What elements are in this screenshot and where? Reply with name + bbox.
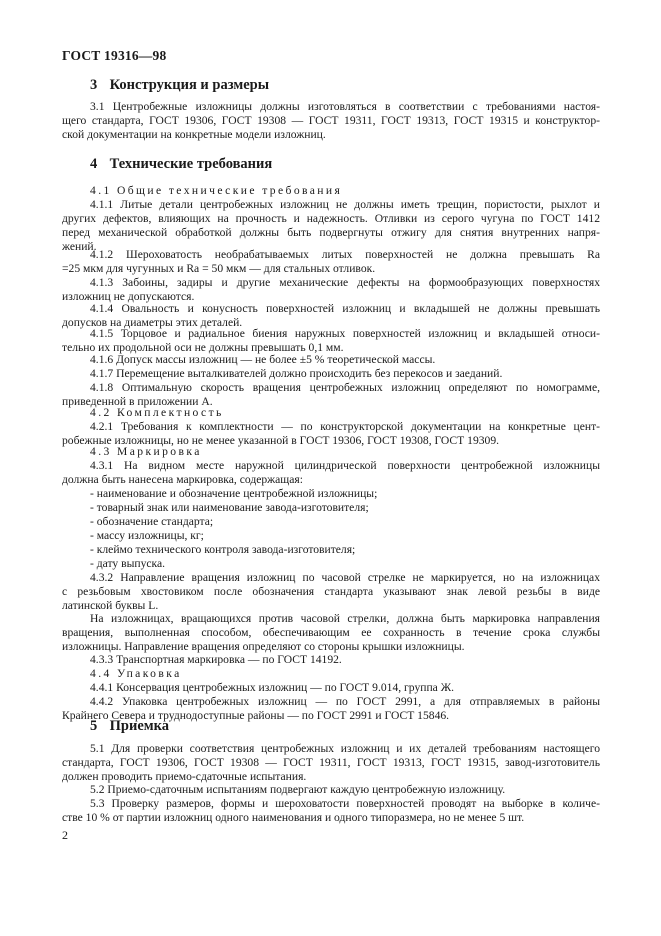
text-line: с резьбовым хвостовиком после обозначения стандарта указывают знак левой резьбы в виде [62,585,600,599]
text-line: 4.3.2 Направление вращения изложниц по часовой стрелке не маркируется, но на изложницах [90,571,600,584]
text-line: 4.1.1 Литые детали центробежных изложниц не должны иметь трещин, пористости, рыхлот и [90,198,600,211]
text-line: 4.2.1 Требования к комплектности — по конструкторской документации на конкретные цент- [90,420,600,433]
paragraph-4-3-1 [62,459,600,487]
text-line: стандарта, ГОСТ 19306, ГОСТ 19308 — ГОСТ 19311, ГОСТ 19313, ГОСТ 19315, завод-изготовитель [62,756,600,770]
text-line: приведенной в приложении А. [62,395,213,409]
marking-list-item: - клеймо технического контроля завода-изготовителя; [90,543,356,556]
text-line: должен проводить приемо-сдаточные испытания. [62,770,307,784]
section-4-heading [90,156,272,173]
paragraph-4-2-1 [62,420,600,448]
marking-list-item: - наименование и обозначение центробежной изложницы; [90,487,378,500]
document-header: ГОСТ 19316—98 [62,48,167,63]
text-line: 4.1.4 Овальность и конусность поверхностей изложниц и вкладышей не должны превышать [90,302,600,315]
paragraph-4-1-4 [62,302,600,330]
subsection-4-1-title: 4.1 Общие технические требования [90,184,343,197]
paragraph-5-1 [62,742,600,784]
subsection-4-2-title: 4.2 Комплектность [90,406,224,419]
paragraph-4-1-7: 4.1.7 Перемещение выталкивателей должно происходить без перекосов и заеданий. [90,367,503,380]
text-line: 4.1.8 Оптимальную скорость вращения центробежных изложниц определяют по номограмме, [90,381,600,394]
text-line: допусков на диаметры этих деталей. [62,316,243,330]
paragraph-4-3-3: 4.3.3 Транспортная маркировка — по ГОСТ 14192. [90,653,342,666]
text-line: вращения, выполненная способом, обеспечивающим ее сохранность в течение срока службы [62,626,600,640]
section-title: Конструкция и размеры [109,77,270,93]
text-line: 4.4.2 Упаковка центробежных изложниц — по ГОСТ 2991, а для отправляемых в районы [90,695,600,708]
subsection-4-4-title: 4.4 Упаковка [90,667,182,680]
paragraph-4-1-3 [62,276,600,304]
text-line: щего стандарта, ГОСТ 19306, ГОСТ 19308 — ГОСТ 19311, ГОСТ 19313, ГОСТ 19315 и конструктор- [62,114,600,128]
paragraph-4-1-8 [62,381,600,409]
text-line: ской документации на конкретные модели изложниц. [62,128,326,142]
section-title: Приемка [109,718,170,734]
paragraph-4-3-2 [62,571,600,613]
text-line: 4.3.1 На видном месте наружной цилиндрической поверхности центробежной изложницы [90,459,600,472]
page-number: 2 [62,828,68,842]
text-line: 4.1.2 Шероховатость необрабатываемых литых поверхностей не должна превышать Ra [90,248,600,261]
paragraph-3-1 [62,100,600,142]
text-line: изложницы. Направление вращения определяют со стороны крышки изложницы. [62,640,465,654]
text-line: латинской буквы L. [62,599,159,613]
text-line: 3.1 Центробежные изложницы должны изготовляться в соответствии с требованиями настоя- [90,100,600,113]
paragraph-4-1-2 [62,248,600,276]
marking-list-item: - массу изложницы, кг; [90,529,204,542]
paragraph-5-2: 5.2 Приемо-сдаточным испытаниям подвергают каждую центробежную изложницу. [90,783,506,796]
text-line: перед механической обработкой должны быть подвергнуты отжигу для снятия внутренних напря- [62,226,600,240]
paragraph-4-1-5 [62,327,600,355]
paragraph-4-3-2-continued [62,612,600,654]
section-3-heading [90,77,269,94]
text-line: робежные изложницы, но не менее указанной в ГОСТ 19306, ГОСТ 19308, ГОСТ 19309. [62,434,500,448]
text-line: изложниц не допускаются. [62,290,195,304]
text-line: тельно их продольной оси не должны превышать 0,1 мм. [62,341,344,355]
paragraph-5-3 [62,797,600,825]
section-5-heading [90,718,169,735]
marking-list-item: - обозначение стандарта; [90,515,214,528]
text-line: 5.3 Проверку размеров, формы и шероховатости поверхностей проводят на выборке в количе- [90,797,600,810]
section-title: Технические требования [109,156,273,172]
section-number: 3 [90,77,98,93]
text-line: 4.1.5 Торцовое и радиальное биения наружных поверхностей изложниц и вкладышей относи- [90,327,600,340]
text-line: жений. [62,240,97,254]
paragraph-4-4-1: 4.4.1 Консервация центробежных изложниц — по ГОСТ 9.014, группа Ж. [90,681,454,694]
marking-list-item: - товарный знак или наименование завода-изготовителя; [90,501,369,514]
text-line: других дефектов, влияющих на прочность и надежность. Отливки из серого чугуна по ГОСТ 1412 [62,212,600,226]
subsection-4-3-title: 4.3 Маркировка [90,445,202,458]
paragraph-4-1-1 [62,198,600,254]
text-line: На изложницах, вращающихся против часовой стрелки, должна быть маркировка направления [90,612,600,625]
paragraph-4-1-6: 4.1.6 Допуск массы изложниц — не более ±5 % теоретической массы. [90,353,436,366]
text-line: Крайнего Севера и труднодоступные районы — по ГОСТ 2991 и ГОСТ 15846. [62,709,450,723]
text-line: 5.1 Для проверки соответствия центробежных изложниц и их деталей требованиям настоящего [90,742,600,755]
text-line: стве 10 % от партии изложниц одного наименования и одного типоразмера, но не менее 5 шт. [62,811,525,825]
text-line: =25 мкм для чугунных и Ra = 50 мкм — для стальных отливок. [62,262,376,276]
section-number: 4 [90,156,98,172]
text-line: 4.1.3 Забоины, задиры и другие механические дефекты на формообразующих поверхностях [90,276,600,289]
marking-list-item: - дату выпуска. [90,557,166,570]
text-line: должна быть нанесена маркировка, содержащая: [62,473,303,487]
section-number: 5 [90,718,98,734]
